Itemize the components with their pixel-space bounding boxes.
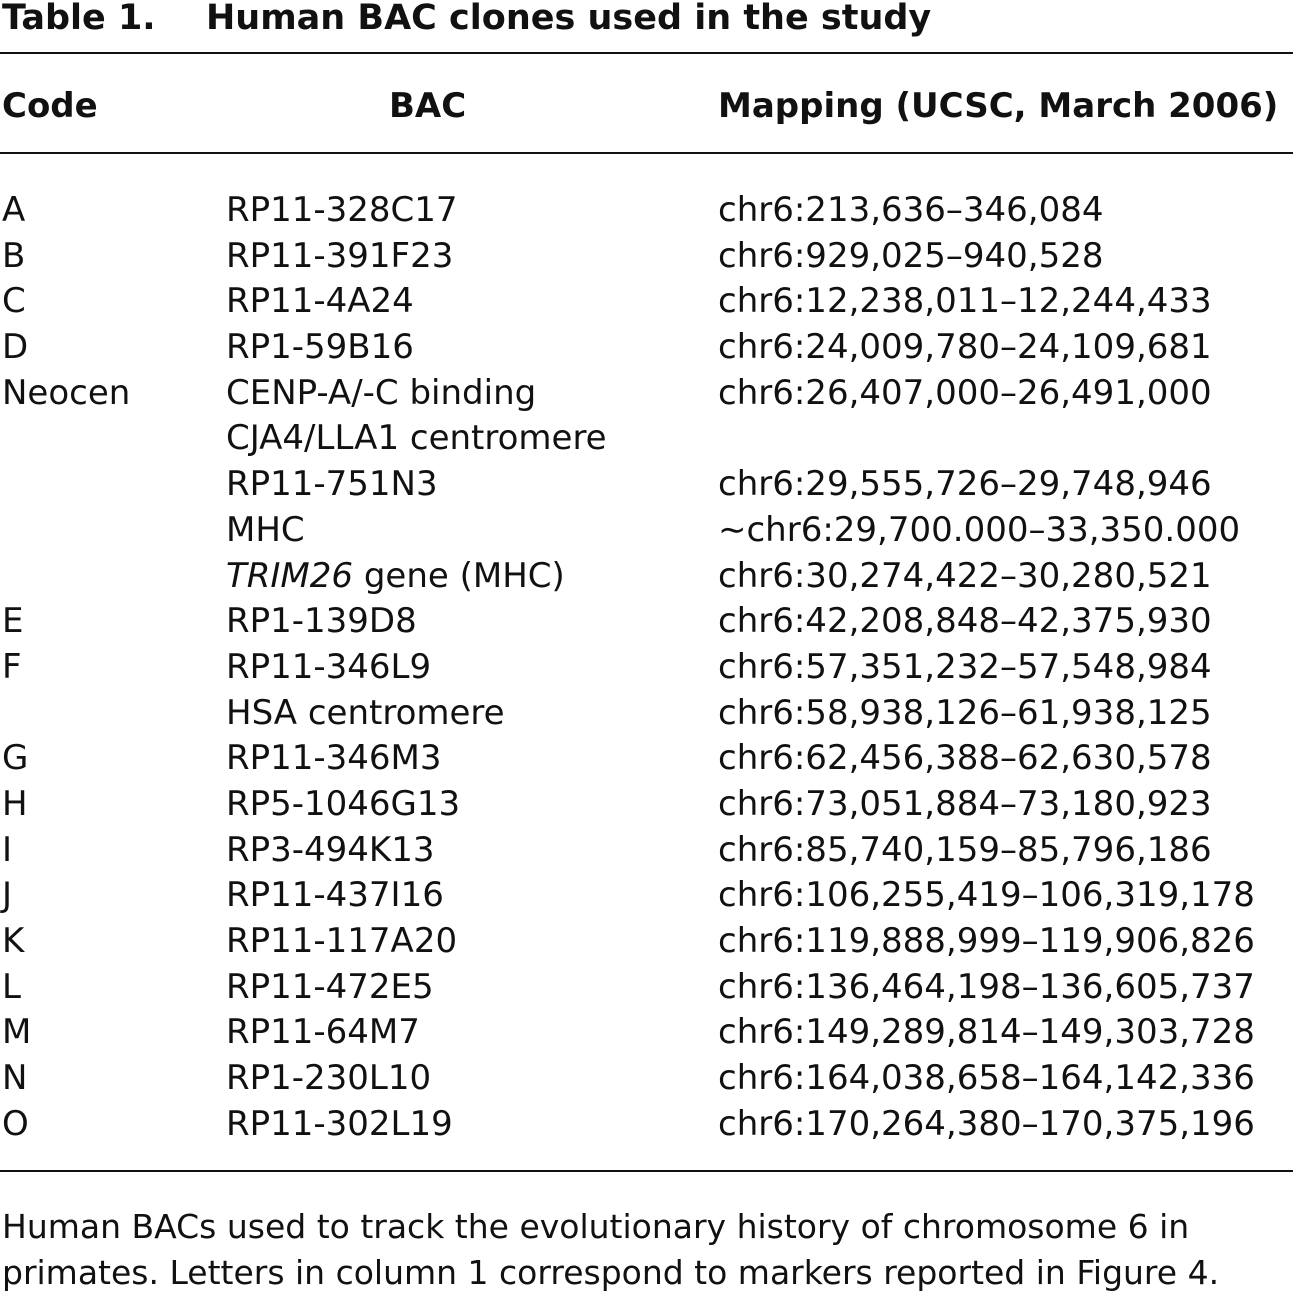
cell-bac (226, 645, 431, 691)
cell-bac-text: RP1-230L10 (226, 1058, 432, 1099)
cell-bac (226, 736, 442, 782)
table-row (0, 919, 1293, 965)
cell-bac-text: CENP-A/-C binding (226, 372, 537, 413)
cell-bac (226, 371, 536, 417)
cell-mapping: chr6:213,636–346,084 (718, 190, 1104, 230)
cell-mapping: chr6:58,938,126–61,938,125 (718, 692, 1212, 733)
cell-bac-text: RP11-328C17 (226, 190, 458, 230)
table-row (0, 645, 1293, 691)
cell-mapping: chr6:29,555,726–29,748,946 (718, 464, 1212, 505)
table-row (0, 873, 1293, 919)
cell-mapping: chr6:170,264,380–170,375,196 (718, 1103, 1255, 1144)
table-row (0, 188, 1293, 234)
cell-code: B (2, 235, 26, 276)
cell-bac-text: RP11-346L9 (226, 646, 432, 687)
cell-code: L (2, 966, 21, 1007)
cell-code: E (2, 601, 24, 642)
cell-code: F (2, 646, 22, 687)
table-row (0, 965, 1293, 1011)
cell-mapping: chr6:106,255,419–106,319,178 (718, 875, 1255, 916)
table-row (0, 554, 1293, 600)
cell-mapping: chr6:149,289,814–149,303,728 (718, 1012, 1255, 1053)
table-body (0, 188, 1293, 1147)
cell-code: A (2, 190, 26, 230)
cell-bac (226, 416, 607, 462)
cell-bac (226, 965, 434, 1011)
cell-bac-text: CJA4/LLA1 centromere (226, 418, 607, 459)
cell-bac (226, 1056, 431, 1102)
cell-bac-text: RP1-139D8 (226, 601, 417, 642)
cell-bac-text: gene (MHC) (353, 555, 565, 596)
table-row (0, 371, 1293, 417)
cell-bac (226, 691, 505, 737)
table-label: Table 1. (2, 0, 156, 38)
cell-bac (226, 188, 458, 234)
cell-code: D (2, 327, 29, 368)
header-mapping: Mapping (UCSC, March 2006) (718, 86, 1279, 126)
table-title (2, 0, 931, 40)
table-row (0, 1056, 1293, 1102)
cell-bac (226, 325, 414, 371)
cell-mapping: chr6:62,456,388–62,630,578 (718, 738, 1212, 779)
table-row (0, 599, 1293, 645)
cell-mapping: chr6:136,464,198–136,605,737 (718, 966, 1255, 1007)
cell-mapping: chr6:12,238,011–12,244,433 (718, 281, 1212, 322)
cell-bac-text: RP11-4A24 (226, 281, 414, 322)
cell-mapping: chr6:30,274,422–30,280,521 (718, 555, 1212, 596)
cell-bac-text: RP11-346M3 (226, 738, 442, 779)
cell-mapping: chr6:73,051,884–73,180,923 (718, 783, 1212, 824)
table-row (0, 828, 1293, 874)
cell-mapping: chr6:24,009,780–24,109,681 (718, 327, 1212, 368)
cell-bac-text: RP11-751N3 (226, 464, 438, 505)
cell-bac (226, 828, 434, 874)
table-row (0, 508, 1293, 554)
cell-bac (226, 873, 444, 919)
table-row (0, 234, 1293, 280)
table-row (0, 416, 1293, 462)
cell-bac (226, 599, 417, 645)
cell-bac (226, 554, 565, 600)
cell-mapping: chr6:26,407,000–26,491,000 (718, 372, 1212, 413)
table-row (0, 782, 1293, 828)
table-row (0, 736, 1293, 782)
cell-bac-italic: TRIM26 (226, 555, 354, 596)
table-row (0, 462, 1293, 508)
cell-bac-text: RP11-472E5 (226, 966, 434, 1007)
table-row (0, 325, 1293, 371)
cell-code: G (2, 738, 29, 779)
cell-code: K (2, 921, 25, 961)
header-code: Code (2, 86, 98, 126)
cell-mapping: chr6:57,351,232–57,548,984 (718, 646, 1212, 687)
cell-bac-text: MHC (226, 509, 305, 550)
cell-mapping: chr6:42,208,848–42,375,930 (718, 601, 1212, 642)
cell-bac (226, 279, 414, 325)
cell-bac-text: RP11-437I16 (226, 875, 444, 916)
table-caption: Human BAC clones used in the study (206, 0, 932, 38)
cell-bac-text: RP11-391F23 (226, 235, 454, 276)
cell-bac (226, 1102, 453, 1148)
cell-mapping: chr6:164,038,658–164,142,336 (718, 1058, 1255, 1099)
cell-bac (226, 508, 305, 554)
top-rule (0, 52, 1293, 54)
cell-code: C (2, 281, 26, 322)
cell-bac (226, 234, 453, 280)
table-row (0, 1010, 1293, 1056)
cell-mapping: chr6:85,740,159–85,796,186 (718, 829, 1212, 870)
cell-bac-text: RP11-302L19 (226, 1103, 453, 1144)
cell-code: H (2, 783, 28, 824)
cell-code: M (2, 1012, 32, 1053)
cell-bac-text: RP3-494K13 (226, 829, 435, 870)
bottom-rule (0, 1170, 1293, 1172)
cell-mapping: chr6:119,888,999–119,906,826 (718, 921, 1255, 961)
cell-bac-text: RP11-64M7 (226, 1012, 420, 1053)
table-row (0, 279, 1293, 325)
cell-code: J (2, 875, 13, 916)
cell-code: O (2, 1103, 29, 1144)
header-bac: BAC (389, 86, 467, 126)
cell-mapping: chr6:929,025–940,528 (718, 235, 1104, 276)
cell-bac-text: RP11-117A20 (226, 921, 458, 961)
cell-bac (226, 1010, 420, 1056)
cell-bac (226, 782, 460, 828)
cell-bac-text: RP1-59B16 (226, 327, 414, 368)
cell-code: N (2, 1058, 28, 1099)
cell-bac-text: RP5-1046G13 (226, 783, 461, 824)
cell-bac (226, 462, 438, 508)
cell-mapping: ∼chr6:29,700.000–33,350.000 (718, 509, 1241, 550)
table-row (0, 691, 1293, 737)
header-rule (0, 152, 1293, 154)
cell-bac-text: HSA centromere (226, 692, 505, 733)
table-row (0, 1102, 1293, 1148)
cell-bac (226, 919, 457, 965)
table-footnote: Human BACs used to track the evolutionary history of chromosome 6 in primates. Letters in column 1 correspond to markers reported in Figure 4. (2, 1207, 1220, 1292)
cell-code: Neocen (2, 372, 131, 413)
cell-code: I (2, 829, 13, 870)
